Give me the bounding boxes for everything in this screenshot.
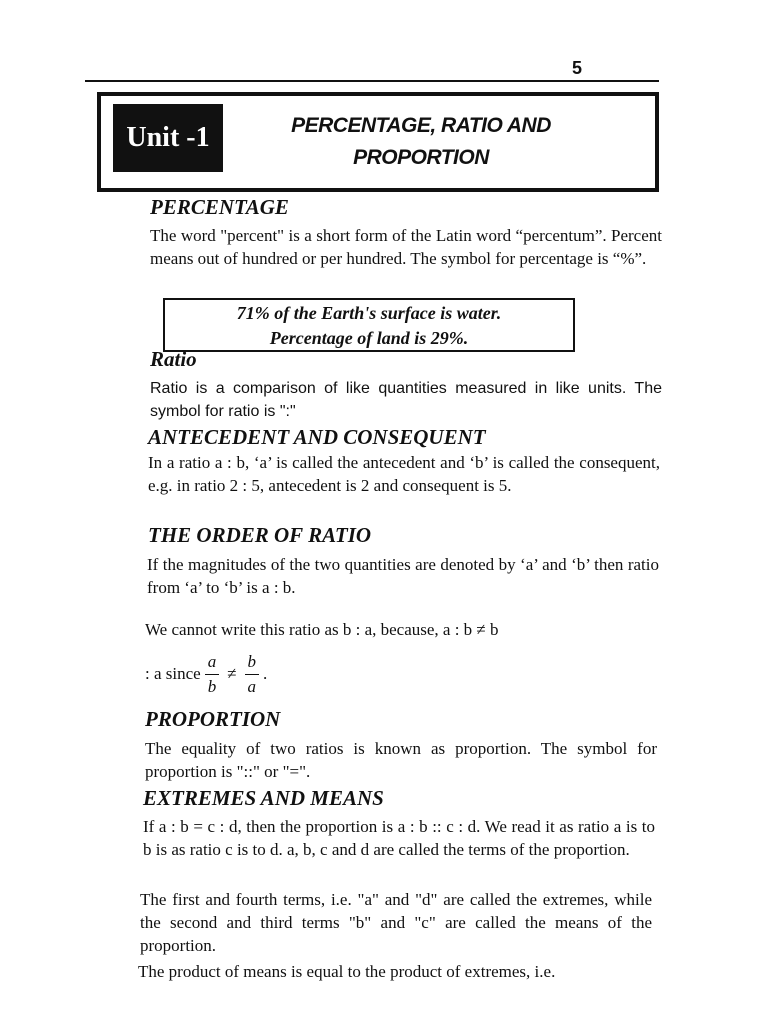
heading-antecedent-consequent: ANTECEDENT AND CONSEQUENT xyxy=(148,425,486,449)
unit-header-box xyxy=(97,92,659,192)
since-prefix: : a since xyxy=(145,664,201,683)
paragraph-extremes-means-2: The first and fourth terms, i.e. "a" and "d" are called the extremes, while the second and third terms "b" and "c" are called the means of the proportion. xyxy=(140,890,652,955)
heading-percentage: PERCENTAGE xyxy=(150,195,289,219)
callout-line-1: 71% of the Earth's surface is water. xyxy=(236,303,502,323)
unit-label: Unit -1 xyxy=(113,104,223,172)
fraction-1-denominator: b xyxy=(207,676,217,696)
fraction-inequality xyxy=(145,646,385,702)
fraction-2-numerator: b xyxy=(245,650,260,675)
not-equal-sign: ≠ xyxy=(227,664,237,683)
percentage-callout-box xyxy=(163,298,575,352)
top-rule xyxy=(85,80,659,82)
fraction-end-period: . xyxy=(263,664,268,683)
paragraph-extremes-means-3: The product of means is equal to the product of extremes, i.e. xyxy=(138,962,556,981)
paragraph-order-of-ratio: If the magnitudes of the two quantities are denoted by ‘a’ and ‘b’ then ratio from ‘a’ to ‘b’ is a : b. xyxy=(147,555,659,597)
fraction-1-numerator: a xyxy=(205,650,220,675)
heading-ratio: Ratio xyxy=(150,347,197,371)
unit-title-line2: PROPORTION xyxy=(353,146,489,169)
heading-order-of-ratio: THE ORDER OF RATIO xyxy=(148,523,372,547)
fraction-2-denominator: a xyxy=(247,676,257,696)
fraction-a-over-b xyxy=(205,650,220,699)
unit-title-line1: PERCENTAGE, RATIO AND xyxy=(291,114,551,137)
paragraph-antecedent-consequent: In a ratio a : b, ‘a’ is called the antecedent and ‘b’ is called the consequent, e.g. in ratio 2 : 5, antecedent is 2 and consequent is 5. xyxy=(148,453,660,495)
fraction-b-over-a xyxy=(245,650,260,699)
callout-line-2: Percentage of land is 29%. xyxy=(269,328,469,348)
heading-extremes-means: EXTREMES AND MEANS xyxy=(143,786,384,810)
paragraph-proportion: The equality of two ratios is known as proportion. The symbol for proportion is "::" or "=". xyxy=(145,739,657,781)
paragraph-order-of-ratio-2: We cannot write this ratio as b : a, because, a : b ≠ b xyxy=(145,620,499,639)
unit-title xyxy=(241,110,601,174)
paragraph-extremes-means-1: If a : b = c : d, then the proportion is a : b :: c : d. We read it as ratio a is to b is as ratio c is to d. a, b, c and d are called the terms of the proportion. xyxy=(143,817,655,859)
page-number: 5 xyxy=(572,58,583,78)
paragraph-ratio: Ratio is a comparison of like quantities measured in like units. The symbol for ratio is ":" xyxy=(150,380,662,420)
heading-proportion: PROPORTION xyxy=(145,707,281,731)
paragraph-percentage: The word "percent" is a short form of the Latin word “percentum”. Percent means out of hundred or per hundred. The symbol for percentage is “%”. xyxy=(150,226,662,268)
